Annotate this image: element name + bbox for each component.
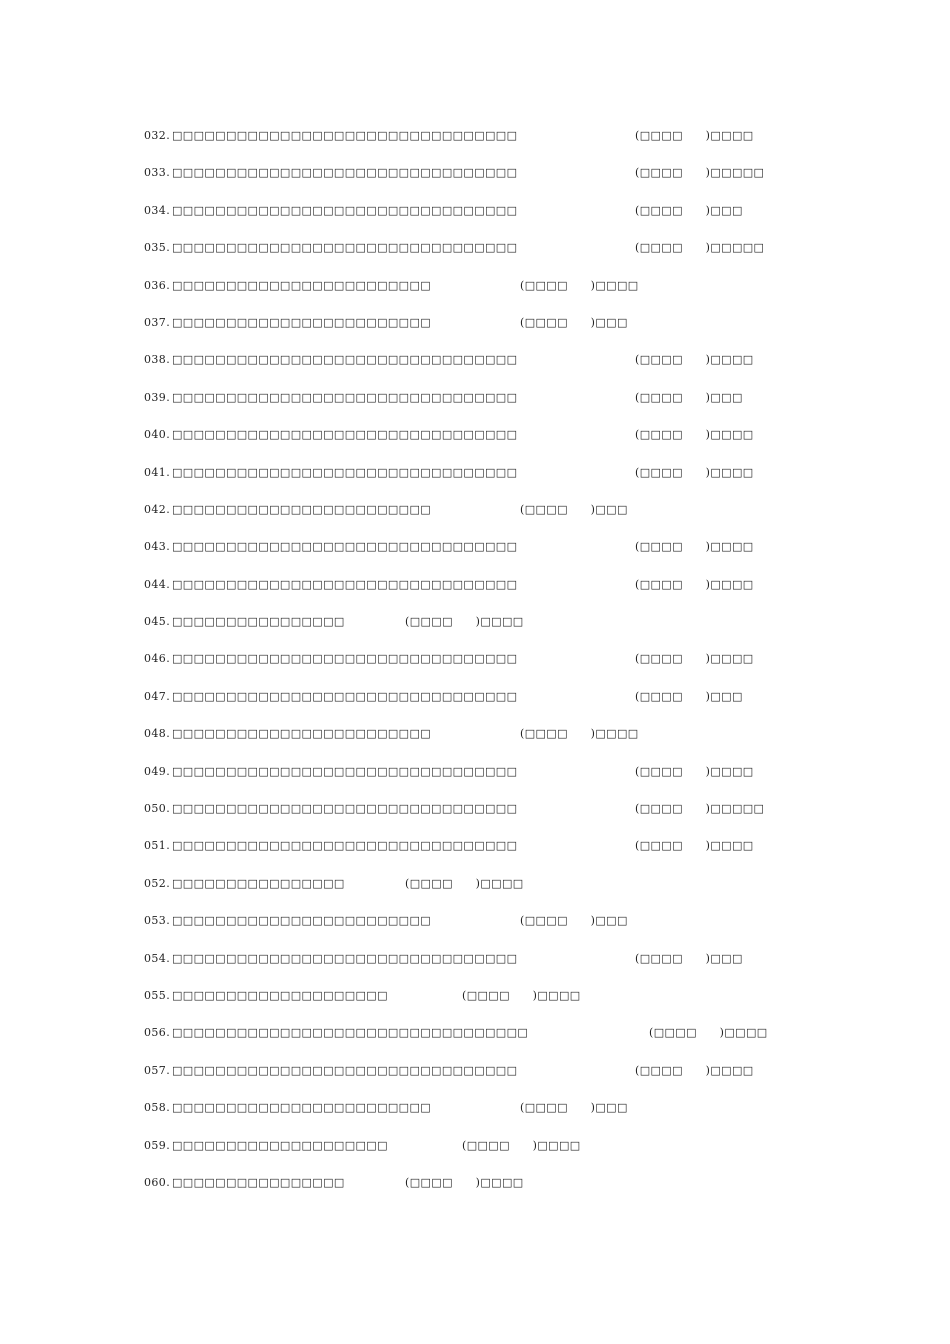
question-number: 039.: [144, 390, 171, 404]
question-text: □□□□□□□□□□□□□□□□□□□□□□□□□□□□□□□□: [172, 577, 518, 591]
answer-blank: (□□□□ )□□□: [635, 951, 743, 965]
question-line: [144, 239, 844, 276]
answer-blank: (□□□□ )□□□□: [635, 428, 754, 442]
answer-blank: (□□□□ )□□□□: [635, 839, 754, 853]
question-text: □□□□□□□□□□□□□□□□□□□□: [172, 1138, 388, 1152]
question-number: 033.: [144, 166, 171, 180]
question-number: 042.: [144, 502, 171, 516]
question-number: 048.: [144, 727, 171, 741]
question-number: 047.: [144, 689, 171, 703]
question-text: □□□□□□□□□□□□□□□□□□□□□□□□□□□□□□□□: [172, 764, 518, 778]
question-number: 058.: [144, 1101, 171, 1115]
answer-blank: (□□□□ )□□□□: [635, 129, 754, 142]
question-line: [144, 426, 844, 463]
question-number: 049.: [144, 764, 171, 778]
answer-blank: (□□□□ )□□□□□: [635, 166, 765, 180]
question-number: 046.: [144, 652, 171, 666]
question-text: □□□□□□□□□□□□□□□□□□□□□□□□□□□□□□□□: [172, 951, 518, 965]
question-line: [144, 987, 844, 1024]
answer-blank: (□□□□ )□□□: [520, 315, 628, 329]
question-line: [144, 725, 844, 762]
question-list: [144, 127, 844, 1211]
answer-blank: (□□□□ )□□□□: [405, 1175, 524, 1189]
question-number: 052.: [144, 876, 171, 890]
answer-blank: (□□□□ )□□□: [635, 203, 743, 217]
question-line: [144, 613, 844, 650]
question-number: 038.: [144, 353, 171, 367]
question-number: 045.: [144, 615, 171, 629]
question-number: 035.: [144, 241, 171, 255]
question-line: [144, 576, 844, 613]
question-number: 041.: [144, 465, 171, 479]
question-text: □□□□□□□□□□□□□□□□: [172, 1175, 345, 1189]
answer-blank: (□□□□ )□□□□: [635, 540, 754, 554]
answer-blank: (□□□□ )□□□: [520, 1101, 628, 1115]
question-number: 034.: [144, 203, 171, 217]
question-line: [144, 763, 844, 800]
question-number: 044.: [144, 577, 171, 591]
question-text: □□□□□□□□□□□□□□□□□□□□□□□□□□□□□□□□: [172, 129, 518, 142]
question-number: 060.: [144, 1175, 171, 1189]
question-line: [144, 1062, 844, 1099]
question-text: □□□□□□□□□□□□□□□□: [172, 615, 345, 629]
answer-blank: (□□□□ )□□□□: [462, 988, 581, 1002]
question-text: □□□□□□□□□□□□□□□□□□□□□□□□□□□□□□□□: [172, 540, 518, 554]
question-number: 055.: [144, 988, 171, 1002]
answer-blank: (□□□□ )□□□: [520, 502, 628, 516]
question-line: [144, 389, 844, 426]
question-text: □□□□□□□□□□□□□□□□□□□□□□□□□□□□□□□□: [172, 203, 518, 217]
question-number: 043.: [144, 540, 171, 554]
question-text: □□□□□□□□□□□□□□□□□□□□□□□□□□□□□□□□: [172, 241, 518, 255]
answer-blank: (□□□□ )□□□□: [462, 1138, 581, 1152]
question-number: 059.: [144, 1138, 171, 1152]
question-text: □□□□□□□□□□□□□□□□□□□□□□□□□□□□□□□□: [172, 353, 518, 367]
question-number: 040.: [144, 428, 171, 442]
question-text: □□□□□□□□□□□□□□□□□□□□□□□□: [172, 278, 432, 292]
answer-blank: (□□□□ )□□□□: [635, 652, 754, 666]
question-number: 032.: [144, 129, 171, 142]
question-text: □□□□□□□□□□□□□□□□□□□□□□□□: [172, 914, 432, 928]
answer-blank: (□□□□ )□□□: [635, 689, 743, 703]
question-line: [144, 837, 844, 874]
question-number: 037.: [144, 315, 171, 329]
question-line: [144, 538, 844, 575]
question-line: [144, 875, 844, 912]
question-text: □□□□□□□□□□□□□□□□□□□□: [172, 988, 388, 1002]
question-line: [144, 800, 844, 837]
question-text: □□□□□□□□□□□□□□□□□□□□□□□□□□□□□□□□: [172, 802, 518, 816]
question-line: [144, 650, 844, 687]
question-text: □□□□□□□□□□□□□□□□□□□□□□□□: [172, 502, 432, 516]
question-line: [144, 351, 844, 388]
question-text: □□□□□□□□□□□□□□□□□□□□□□□□□□□□□□□□: [172, 166, 518, 180]
answer-blank: (□□□□ )□□□□: [635, 1063, 754, 1077]
answer-blank: (□□□□ )□□□□: [405, 615, 524, 629]
question-text: □□□□□□□□□□□□□□□□□□□□□□□□: [172, 727, 432, 741]
question-number: 054.: [144, 951, 171, 965]
question-line: [144, 501, 844, 538]
question-line: [144, 164, 844, 201]
answer-blank: (□□□□ )□□□□: [635, 353, 754, 367]
question-text: □□□□□□□□□□□□□□□□□□□□□□□□□□□□□□□□: [172, 839, 518, 853]
question-text: □□□□□□□□□□□□□□□□□□□□□□□□□□□□□□□□: [172, 465, 518, 479]
question-line: [144, 464, 844, 501]
question-line: [144, 202, 844, 239]
answer-blank: (□□□□ )□□□□□: [635, 802, 765, 816]
question-number: 057.: [144, 1063, 171, 1077]
question-number: 056.: [144, 1026, 171, 1040]
question-line: [144, 277, 844, 314]
question-number: 053.: [144, 914, 171, 928]
answer-blank: (□□□□ )□□□□: [635, 465, 754, 479]
question-line: [144, 1024, 844, 1061]
answer-blank: (□□□□ )□□□□□: [635, 241, 765, 255]
answer-blank: (□□□□ )□□□□: [405, 876, 524, 890]
answer-blank: (□□□□ )□□□□: [635, 577, 754, 591]
question-number: 051.: [144, 839, 171, 853]
question-line: [144, 950, 844, 987]
question-line: [144, 1174, 844, 1211]
answer-blank: (□□□□ )□□□□: [520, 727, 639, 741]
answer-blank: (□□□□ )□□□□: [635, 764, 754, 778]
question-line: [144, 1099, 844, 1136]
answer-blank: (□□□□ )□□□: [520, 914, 628, 928]
answer-blank: (□□□□ )□□□□: [520, 278, 639, 292]
question-text: □□□□□□□□□□□□□□□□□□□□□□□□□□□□□□□□: [172, 652, 518, 666]
answer-blank: (□□□□ )□□□: [635, 390, 743, 404]
question-text: □□□□□□□□□□□□□□□□□□□□□□□□□□□□□□□□□: [172, 1026, 529, 1040]
question-text: □□□□□□□□□□□□□□□□□□□□□□□□□□□□□□□□: [172, 428, 518, 442]
question-text: □□□□□□□□□□□□□□□□□□□□□□□□: [172, 1101, 432, 1115]
question-line: [144, 127, 844, 164]
question-line: [144, 1137, 844, 1174]
question-line: [144, 688, 844, 725]
question-line: [144, 912, 844, 949]
question-line: [144, 314, 844, 351]
question-text: □□□□□□□□□□□□□□□□□□□□□□□□□□□□□□□□: [172, 1063, 518, 1077]
question-text: □□□□□□□□□□□□□□□□□□□□□□□□: [172, 315, 432, 329]
question-text: □□□□□□□□□□□□□□□□□□□□□□□□□□□□□□□□: [172, 390, 518, 404]
question-text: □□□□□□□□□□□□□□□□□□□□□□□□□□□□□□□□: [172, 689, 518, 703]
answer-blank: (□□□□ )□□□□: [649, 1026, 768, 1040]
question-number: 050.: [144, 802, 171, 816]
question-number: 036.: [144, 278, 171, 292]
question-text: □□□□□□□□□□□□□□□□: [172, 876, 345, 890]
